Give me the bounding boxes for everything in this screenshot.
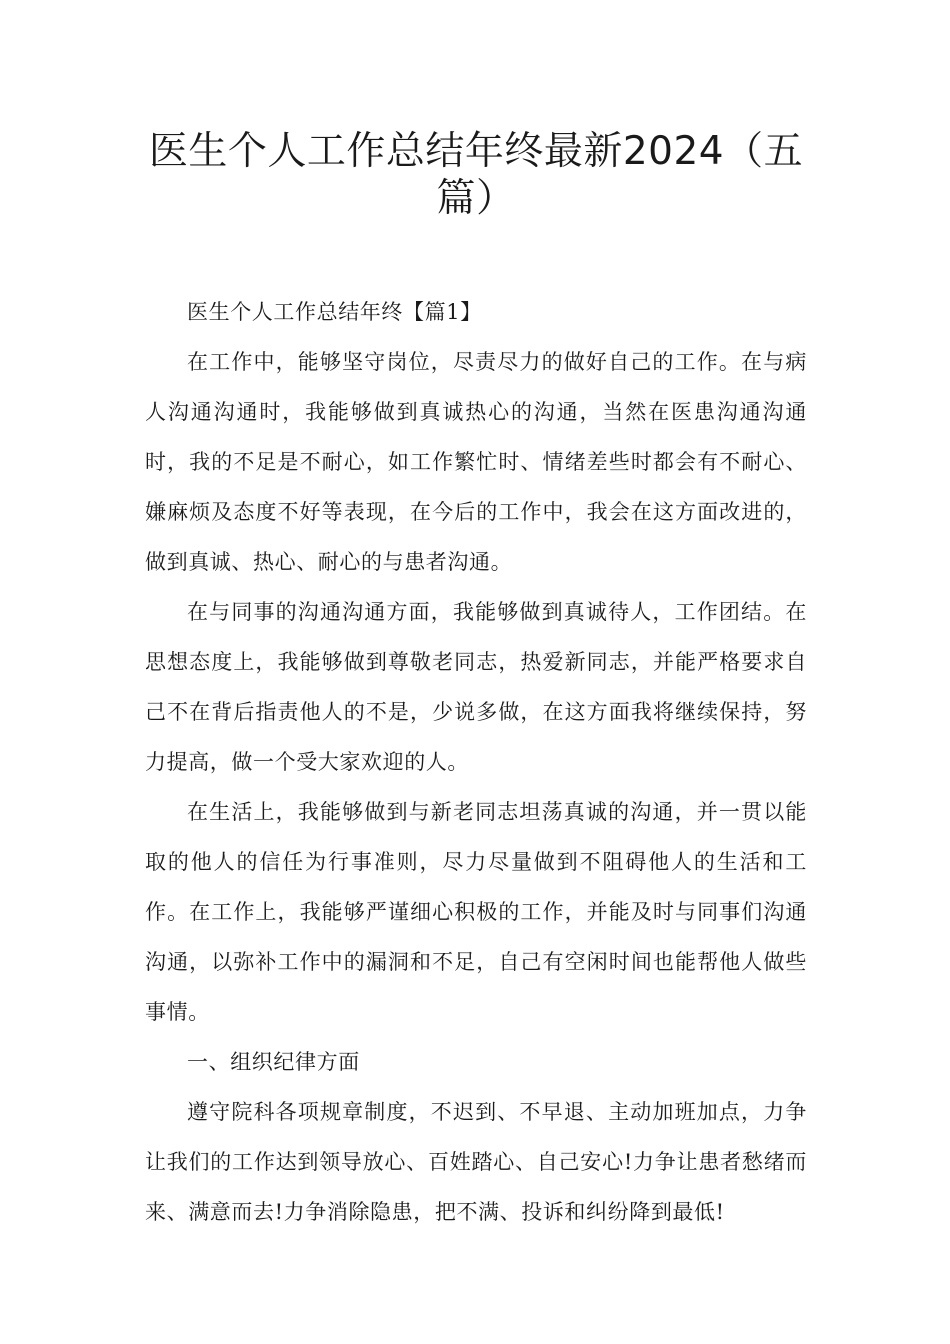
paragraph-patient-communication: 在工作中，能够坚守岗位，尽责尽力的做好自己的工作。在与病人沟通沟通时，我能够做到真诚热心的沟通，当然在医患沟通沟通时，我的不足是不耐心，如工作繁忙时、情绪差些时都会有不耐心、嫌麻烦及态度不好等表现，在今后的工作中，我会在这方面改进的，做到真诚、热心、耐心的与患者沟通。 [145, 350, 807, 574]
section-heading-discipline: 一、组织纪律方面 [187, 1050, 360, 1074]
document-title: 医生个人工作总结年终最新2024（五篇） [148, 129, 804, 221]
paragraph-colleague-communication: 在与同事的沟通沟通方面，我能够做到真诚待人，工作团结。在思想态度上，我能够做到尊敬老同志，热爱新同志，并能严格要求自己不在背后指责他人的不是，少说多做，在这方面我将继续保持，努力提高，做一个受大家欢迎的人。 [145, 600, 807, 774]
paragraph-daily-life: 在生活上，我能够做到与新老同志坦荡真诚的沟通，并一贯以能取的他人的信任为行事准则，尽力尽量做到不阻碍他人的生活和工作。在工作上，我能够严谨细心积极的工作，并能及时与同事们沟通沟通，以弥补工作中的漏洞和不足，自己有空闲时间也能帮他人做些事情。 [145, 800, 807, 1024]
paragraph-discipline: 遵守院科各项规章制度，不迟到、不早退、主动加班加点，力争让我们的工作达到领导放心、百姓踏心、自己安心!力争让患者愁绪而来、满意而去!力争消除隐患，把不满、投诉和纠纷降到最低! [145, 1100, 807, 1224]
section-heading-part-1: 医生个人工作总结年终【篇1】 [187, 300, 482, 324]
